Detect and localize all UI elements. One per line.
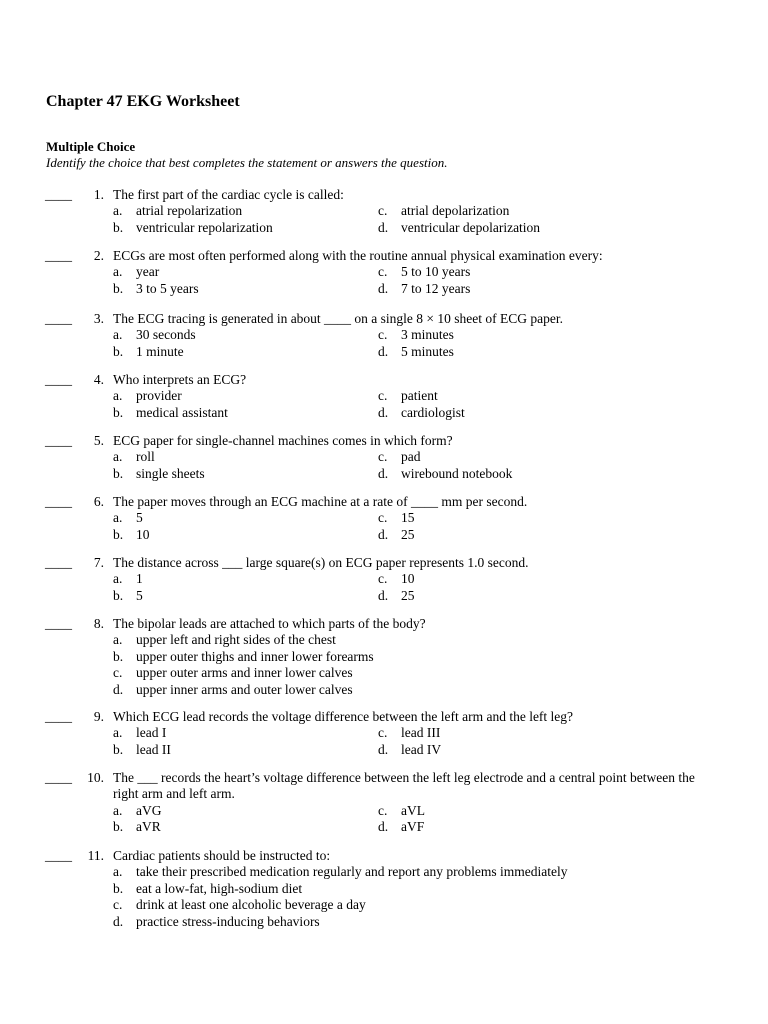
option-letter: a. bbox=[113, 632, 123, 648]
question-stem: Cardiac patients should be instructed to: bbox=[113, 848, 331, 863]
answer-blank[interactable]: ____ bbox=[45, 311, 72, 326]
option-text: 25 bbox=[401, 526, 415, 542]
question-stem: The ECG tracing is generated in about ____ on a single 8 × 10 sheet of ECG paper. bbox=[113, 311, 564, 326]
option-text: 5 bbox=[136, 510, 143, 526]
option-letter: a. bbox=[113, 449, 123, 465]
page-title: Chapter 47 EKG Worksheet bbox=[46, 93, 240, 110]
section-title: Multiple Choice bbox=[46, 139, 136, 154]
option-text: pad bbox=[401, 449, 421, 465]
option-letter: b. bbox=[113, 587, 124, 603]
answer-blank[interactable]: ____ bbox=[45, 709, 72, 724]
option-letter: a. bbox=[113, 864, 123, 880]
option-letter: a. bbox=[113, 388, 123, 404]
option-letter: c. bbox=[113, 897, 123, 913]
option-text: drink at least one alcoholic beverage a day bbox=[136, 897, 366, 913]
option-text: ventricular repolarization bbox=[136, 219, 273, 235]
question-number: 10. bbox=[87, 770, 104, 785]
option-text: 1 minute bbox=[136, 343, 184, 359]
option-letter: c. bbox=[113, 665, 123, 681]
option-text: 3 to 5 years bbox=[136, 280, 199, 296]
option-letter: c. bbox=[378, 725, 388, 741]
option-letter: d. bbox=[378, 343, 389, 359]
option-letter: a. bbox=[113, 203, 123, 219]
question-stem: The paper moves through an ECG machine at a rate of ____ mm per second. bbox=[113, 494, 528, 509]
option-letter: c. bbox=[378, 802, 388, 818]
option-text: 7 to 12 years bbox=[401, 280, 471, 296]
option-letter: d. bbox=[378, 741, 389, 757]
option-letter: b. bbox=[113, 465, 124, 481]
question-number: 1. bbox=[93, 187, 104, 202]
option-letter: c. bbox=[378, 327, 388, 343]
question-stem: The ___ records the heart’s voltage difference between the left leg electrode and a central point between the right arm and left arm. bbox=[113, 770, 695, 802]
answer-blank[interactable]: ____ bbox=[45, 770, 72, 785]
option-letter: d. bbox=[378, 465, 389, 481]
option-letter: c. bbox=[378, 571, 388, 587]
option-letter: c. bbox=[378, 264, 388, 280]
option-letter: d. bbox=[378, 526, 389, 542]
option-text: 3 minutes bbox=[401, 327, 454, 343]
option-letter: a. bbox=[113, 571, 123, 587]
question-stem: The first part of the cardiac cycle is called: bbox=[113, 187, 344, 202]
option-letter: a. bbox=[113, 264, 123, 280]
option-text: 5 minutes bbox=[401, 343, 454, 359]
question-stem: ECG paper for single-channel machines comes in which form? bbox=[113, 433, 453, 448]
option-letter: c. bbox=[378, 510, 388, 526]
option-text: upper outer arms and inner lower calves bbox=[136, 665, 353, 681]
option-text: aVF bbox=[401, 819, 425, 835]
option-text: upper outer thighs and inner lower forearms bbox=[136, 648, 374, 664]
option-text: 10 bbox=[401, 571, 415, 587]
option-text: cardiologist bbox=[401, 404, 465, 420]
option-text: 1 bbox=[136, 571, 143, 587]
option-text: upper inner arms and outer lower calves bbox=[136, 681, 353, 697]
option-letter: a. bbox=[113, 510, 123, 526]
option-text: aVL bbox=[401, 802, 425, 818]
option-text: eat a low-fat, high-sodium diet bbox=[136, 880, 303, 896]
option-letter: b. bbox=[113, 648, 124, 664]
option-letter: b. bbox=[113, 219, 124, 235]
option-letter: c. bbox=[378, 388, 388, 404]
option-text: patient bbox=[401, 388, 438, 404]
question-number: 3. bbox=[93, 311, 104, 326]
question-number: 9. bbox=[93, 709, 104, 724]
option-letter: b. bbox=[113, 880, 124, 896]
option-letter: b. bbox=[113, 280, 124, 296]
option-text: atrial repolarization bbox=[136, 203, 243, 219]
question-number: 4. bbox=[93, 372, 104, 387]
answer-blank[interactable]: ____ bbox=[45, 248, 72, 263]
option-letter: d. bbox=[113, 681, 124, 697]
option-letter: d. bbox=[378, 404, 389, 420]
option-letter: c. bbox=[378, 203, 388, 219]
option-text: aVR bbox=[136, 819, 161, 835]
question-number: 5. bbox=[93, 433, 104, 448]
option-text: upper left and right sides of the chest bbox=[136, 632, 336, 648]
question-number: 6. bbox=[93, 494, 104, 509]
question-stem: The distance across ___ large square(s) on ECG paper represents 1.0 second. bbox=[113, 555, 529, 570]
option-text: atrial depolarization bbox=[401, 203, 510, 219]
option-letter: b. bbox=[113, 404, 124, 420]
option-text: lead III bbox=[401, 725, 441, 741]
option-letter: b. bbox=[113, 741, 124, 757]
question-number: 7. bbox=[93, 555, 104, 570]
answer-blank[interactable]: ____ bbox=[45, 555, 72, 570]
answer-blank[interactable]: ____ bbox=[45, 433, 72, 448]
option-text: wirebound notebook bbox=[401, 465, 513, 481]
option-text: year bbox=[136, 264, 160, 280]
option-text: provider bbox=[136, 388, 182, 404]
option-text: 10 bbox=[136, 526, 150, 542]
option-letter: d. bbox=[113, 913, 124, 929]
option-text: 5 bbox=[136, 587, 143, 603]
option-letter: a. bbox=[113, 802, 123, 818]
question-stem: The bipolar leads are attached to which parts of the body? bbox=[113, 616, 426, 631]
option-letter: a. bbox=[113, 327, 123, 343]
option-letter: c. bbox=[378, 449, 388, 465]
option-letter: d. bbox=[378, 819, 389, 835]
option-letter: a. bbox=[113, 725, 123, 741]
option-text: 5 to 10 years bbox=[401, 264, 471, 280]
question-stem: ECGs are most often performed along with the routine annual physical examination every: bbox=[113, 248, 603, 263]
option-text: 25 bbox=[401, 587, 415, 603]
answer-blank[interactable]: ____ bbox=[45, 187, 72, 202]
option-text: lead I bbox=[136, 725, 167, 741]
question-stem: Which ECG lead records the voltage difference between the left arm and the left leg? bbox=[113, 709, 574, 724]
option-text: take their prescribed medication regularly and report any problems immediately bbox=[136, 864, 568, 880]
option-letter: b. bbox=[113, 343, 124, 359]
answer-blank[interactable]: ____ bbox=[45, 372, 72, 387]
answer-blank[interactable]: ____ bbox=[45, 848, 72, 863]
option-text: lead II bbox=[136, 741, 171, 757]
question-number: 8. bbox=[93, 616, 104, 631]
answer-blank[interactable]: ____ bbox=[45, 494, 72, 509]
option-text: practice stress-inducing behaviors bbox=[136, 913, 320, 929]
option-letter: b. bbox=[113, 526, 124, 542]
option-text: ventricular depolarization bbox=[401, 219, 541, 235]
option-text: roll bbox=[136, 449, 155, 465]
question-number: 11. bbox=[87, 848, 104, 863]
option-text: single sheets bbox=[136, 465, 205, 481]
option-letter: d. bbox=[378, 280, 389, 296]
question-stem: Who interprets an ECG? bbox=[113, 372, 247, 387]
option-letter: d. bbox=[378, 587, 389, 603]
option-text: lead IV bbox=[401, 741, 442, 757]
option-text: 30 seconds bbox=[136, 327, 196, 343]
question-number: 2. bbox=[93, 248, 104, 263]
answer-blank[interactable]: ____ bbox=[45, 616, 72, 631]
option-text: medical assistant bbox=[136, 404, 228, 420]
option-letter: d. bbox=[378, 219, 389, 235]
option-letter: b. bbox=[113, 819, 124, 835]
option-text: 15 bbox=[401, 510, 415, 526]
option-text: aVG bbox=[136, 802, 162, 818]
instructions: Identify the choice that best completes the statement or answers the question. bbox=[46, 155, 448, 170]
